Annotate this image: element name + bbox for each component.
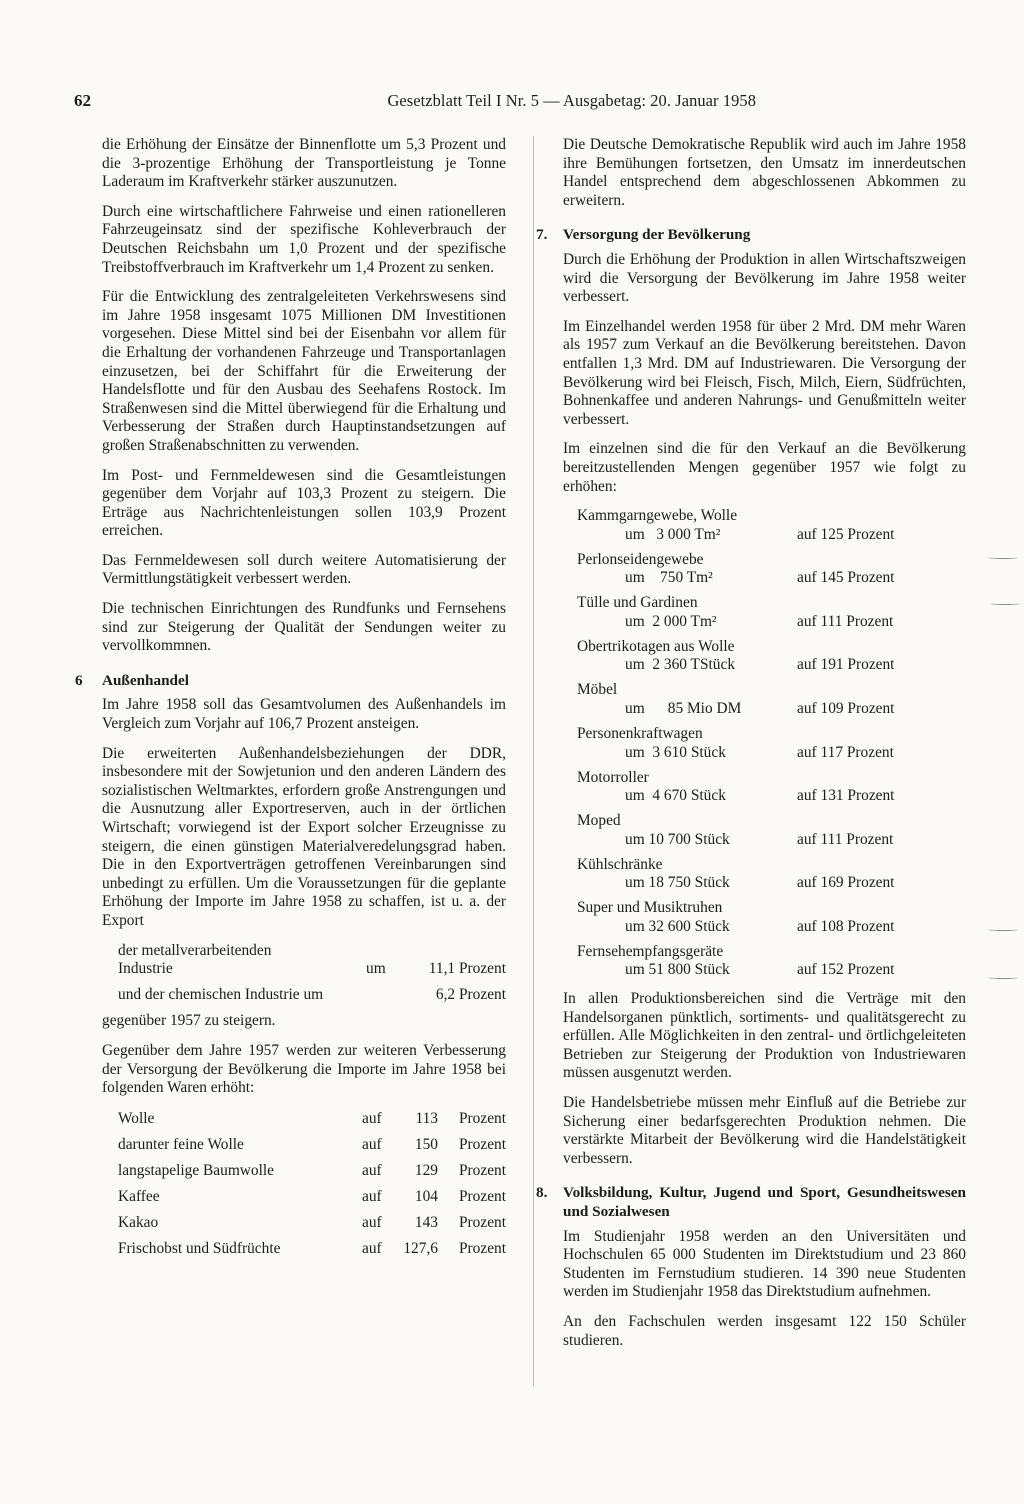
goods-quantity: um 2 000 Tm² [625, 612, 717, 630]
goods-percent: auf 125 Prozent [797, 525, 895, 543]
paragraph: Durch die Erhöhung der Produktion in allen Wirtschaftszweigen wird die Versorgung der Bevölkerung im Jahre 1958 weiter verbessert. [563, 250, 966, 306]
goods-percent: auf 191 Prozent [797, 656, 895, 674]
paragraph: Die technischen Einrichtungen des Rundfunks und Fernsehens sind zur Steigerung der Qualität der Sendungen weiter zu vervollkommnen. [102, 600, 506, 655]
section-number: 8. [536, 1184, 548, 1202]
list-item [577, 812, 966, 849]
import-auf: auf [362, 1188, 382, 1205]
import-auf: auf [362, 1109, 382, 1127]
paragraph: Im Einzelhandel werden 1958 für über 2 Mrd. DM mehr Waren als 1957 zum Verkauf an die Bevölkerung bereitstehen. Davon entfallen 1,3 Mrd. DM auf Industriewaren. Die Versorgung der Bevölkerung wird bei Fleisch, Fisch, Milch, Eiern, Südfrüchten, Bohnenkaffee und anderen Nahrungs- und Genußmitteln weiter verbessert. [563, 317, 966, 428]
column-divider [533, 136, 534, 1386]
list-item [577, 551, 966, 588]
export-table [102, 942, 506, 1005]
margin-mark [990, 602, 1020, 605]
paragraph: Das Fernmeldewesen soll durch weitere Automatisierung der Vermittlungstätigkeit verbessert werden. [102, 551, 506, 588]
goods-name: Obertrikotagen aus Wolle [577, 637, 735, 655]
import-unit: Prozent [458, 1188, 506, 1205]
section-number: 7. [536, 226, 548, 244]
margin-mark [988, 928, 1018, 931]
table-row [102, 1188, 506, 1207]
import-value: 113 [415, 1109, 438, 1127]
paragraph: gegenüber 1957 zu steigern. [102, 1012, 276, 1030]
goods-name: Personenkraftwagen [577, 724, 703, 742]
goods-quantity: um 51 800 Stück [625, 961, 730, 979]
goods-quantity: um 3 000 Tm² [625, 525, 721, 543]
goods-percent: auf 152 Prozent [797, 961, 895, 979]
goods-quantity: um 10 700 Stück [625, 830, 730, 848]
goods-name: Fernsehempfangsgeräte [577, 942, 724, 960]
export-value: 6,2 Prozent [435, 985, 506, 1003]
header-title: Gesetzblatt Teil I Nr. 5 — Ausgabetag: 20. Januar 1958 [387, 91, 756, 110]
import-item: Kakao [118, 1214, 159, 1232]
export-um: um [366, 959, 386, 977]
section-number: 6 [75, 671, 83, 689]
list-item [577, 638, 966, 675]
goods-quantity: um 32 600 Stück [625, 917, 730, 935]
import-value: 104 [414, 1188, 438, 1205]
goods-percent: auf 117 Prozent [797, 743, 894, 761]
table-row [102, 1110, 506, 1129]
import-unit: Prozent [458, 1214, 506, 1232]
paragraph: Für die Entwicklung des zentralgeleiteten Verkehrswesens sind im Jahre 1958 insgesamt 1075 Millionen DM Investitionen vorgesehen. Diese Mittel sind bei der Eisenbahn vor allem für die Erhaltung der vorhandenen Fahrzeuge und Transportanlagen einzusetzen, bei der Schiffahrt für die Erweiterung der Handelsflotte und für den Ausbau des Seehafens Rostock. Im Straßenwesen sind die Mittel überwiegend für die Erhaltung und Verbesserung der Straßen durch Hauptinstandsetzungen auf großen Straßenabschnitten zu verwenden. [102, 288, 506, 454]
paragraph: Im Post- und Fernmeldewesen sind die Gesamtleistungen gegenüber dem Vorjahr auf 103,3 Prozent zu steigern. Die Erträge aus Nachrichtenleistungen sollen 103,9 Prozent erreichen. [102, 466, 506, 540]
section-heading-6 [75, 671, 506, 691]
export-value: 11,1 Prozent [428, 959, 506, 977]
goods-quantity: um 2 360 TStück [625, 656, 736, 674]
table-row [102, 1240, 506, 1259]
page-header [74, 92, 756, 116]
paragraph: Durch eine wirtschaftlichere Fahrweise und einen rationelleren Fahrzeugeinsatz sind der spezifische Kohleverbrauch der Deutschen Reichsbahn um 1,0 Prozent und der spezifische Treibstoffverbrauch im Kraftverkehr um 1,4 Prozent zu senken. [102, 202, 506, 276]
goods-percent: auf 169 Prozent [797, 874, 895, 892]
list-item [577, 594, 966, 631]
goods-name: Moped [577, 812, 621, 830]
paragraph: An den Fachschulen werden insgesamt 122 150 Schüler studieren. [563, 1312, 966, 1349]
export-label: der metallverarbeitenden Industrie [118, 941, 272, 978]
import-table [102, 1110, 506, 1259]
import-auf: auf [362, 1135, 382, 1153]
goods-quantity: um 3 610 Stück [625, 743, 726, 761]
import-unit: Prozent [458, 1161, 506, 1179]
goods-quantity: um 18 750 Stück [625, 874, 730, 892]
paragraph: Die Handelsbetriebe müssen mehr Einfluß auf die Betriebe zur Sicherung einer bedarfsgerechten Produktion nehmen. Die verstärkte Mitarbeit der Bevölkerung wird die Handelstätigkeit verbessern. [563, 1094, 966, 1167]
import-item: darunter feine Wolle [118, 1135, 244, 1153]
goods-name: Möbel [577, 681, 618, 699]
page-number: 62 [74, 91, 91, 110]
margin-mark [988, 556, 1018, 559]
paragraph: In allen Produktionsbereichen sind die Verträge mit den Handelsorganen pünktlich, sortiments- und qualitätsgerecht zu erfüllen. Alle Möglichkeiten in den zentral- und örtlichgeleiteten Betrieben zur Steigerung der Produktion von Industriewaren müssen ausgenutzt werden. [563, 990, 966, 1082]
goods-percent: auf 109 Prozent [797, 700, 895, 717]
import-auf: auf [362, 1214, 382, 1232]
list-item [577, 769, 966, 806]
import-unit: Prozent [458, 1109, 506, 1127]
goods-name: Motorroller [577, 768, 649, 786]
paragraph: Im Studienjahr 1958 werden an den Universitäten und Hochschulen 65 000 Studenten im Direktstudium und 23 860 Studenten im Fernstudium studieren. 14 390 neue Studenten werden im Studienjahr 1958 das Direktstudium aufnehmen. [563, 1227, 966, 1301]
table-row [102, 1214, 506, 1233]
import-value: 150 [414, 1135, 438, 1153]
goods-table [577, 507, 966, 980]
import-item: Frischobst und Südfrüchte [118, 1240, 281, 1258]
margin-mark [988, 976, 1018, 979]
list-item [577, 943, 966, 980]
paragraph: Gegenüber dem Jahre 1957 werden zur weiteren Verbesserung der Versorgung der Bevölkerung die Importe im Jahre 1958 bei folgenden Waren erhöht: [102, 1041, 506, 1097]
import-item: Kaffee [118, 1188, 160, 1205]
table-row [118, 942, 506, 979]
table-row [118, 986, 506, 1005]
table-row [102, 1162, 506, 1181]
paragraph: Im einzelnen sind die für den Verkauf an die Bevölkerung bereitzustellenden Mengen gegenüber 1957 wie folgt zu erhöhen: [563, 440, 966, 495]
import-unit: Prozent [458, 1135, 506, 1153]
goods-percent: auf 108 Prozent [797, 917, 895, 935]
import-item: langstapelige Baumwolle [118, 1161, 275, 1179]
list-item [577, 899, 966, 936]
export-label: und der chemischen Industrie um [118, 985, 324, 1003]
paragraph: Die Deutsche Demokratische Republik wird auch im Jahre 1958 ihre Bemühungen fortsetzen, den Umsatz im innerdeutschen Handel entsprechend dem abgeschlossenen Abkommen zu erweitern. [563, 136, 966, 209]
section-heading-7 [536, 226, 966, 245]
paragraph: die Erhöhung der Einsätze der Binnenflotte um 5,3 Prozent und die 3-prozentige Erhöhung der Transportleistung je Tonne Laderaum im Kraftverkehr stärker auszunutzen. [102, 136, 506, 191]
right-column [536, 136, 966, 1361]
import-unit: Prozent [458, 1240, 506, 1258]
list-item [577, 681, 966, 718]
section-title: Volksbildung, Kultur, Jugend und Sport, Gesundheitswesen und Sozialwesen [563, 1184, 966, 1220]
left-column [75, 136, 506, 1266]
goods-percent: auf 131 Prozent [797, 787, 895, 805]
import-value: 127,6 [403, 1240, 438, 1258]
goods-percent: auf 145 Prozent [797, 569, 895, 587]
goods-name: Tülle und Gardinen [577, 594, 698, 612]
section-title: Außenhandel [102, 671, 189, 689]
paragraph: Im Jahre 1958 soll das Gesamtvolumen des Außenhandels im Vergleich zum Vorjahr auf 106,7 Prozent ansteigen. [102, 696, 506, 733]
section-heading-8 [536, 1184, 966, 1221]
list-item [577, 725, 966, 762]
goods-name: Super und Musiktruhen [577, 899, 723, 917]
import-item: Wolle [118, 1109, 155, 1127]
list-item [577, 507, 966, 544]
goods-quantity: um 750 Tm² [625, 569, 713, 587]
goods-percent: auf 111 Prozent [797, 612, 894, 630]
goods-percent: auf 111 Prozent [797, 830, 894, 848]
goods-quantity: um 85 Mio DM [625, 700, 742, 717]
paragraph: Die erweiterten Außenhandelsbeziehungen der DDR, insbesondere mit der Sowjetunion und den anderen Ländern des sozialistischen Weltmarktes, erfordern große Anstrengungen und die Ausnutzung aller Exportreserven, auch in der örtlichen Wirtschaft; vorwiegend ist der Export solcher Erzeugnisse zu steigern, die einen günstigen Materialveredelungsgrad haben. Die in den Exportverträgen getroffenen Vereinbarungen sind unbedingt zu erfüllen. Um die Voraussetzungen für die geplante Erhöhung der Importe im Jahre 1958 zu schaffen, ist u. a. der Export [102, 744, 506, 929]
section-title: Versorgung der Bevölkerung [563, 226, 751, 244]
goods-name: Perlonseidengewebe [577, 550, 704, 568]
import-value: 143 [414, 1214, 438, 1232]
goods-name: Kammgarngewebe, Wolle [577, 507, 738, 525]
goods-name: Kühlschränke [577, 855, 663, 873]
import-auf: auf [362, 1240, 382, 1258]
table-row [102, 1136, 506, 1155]
list-item [577, 856, 966, 893]
goods-quantity: um 4 670 Stück [625, 787, 726, 805]
import-value: 129 [414, 1161, 438, 1179]
import-auf: auf [362, 1161, 382, 1179]
